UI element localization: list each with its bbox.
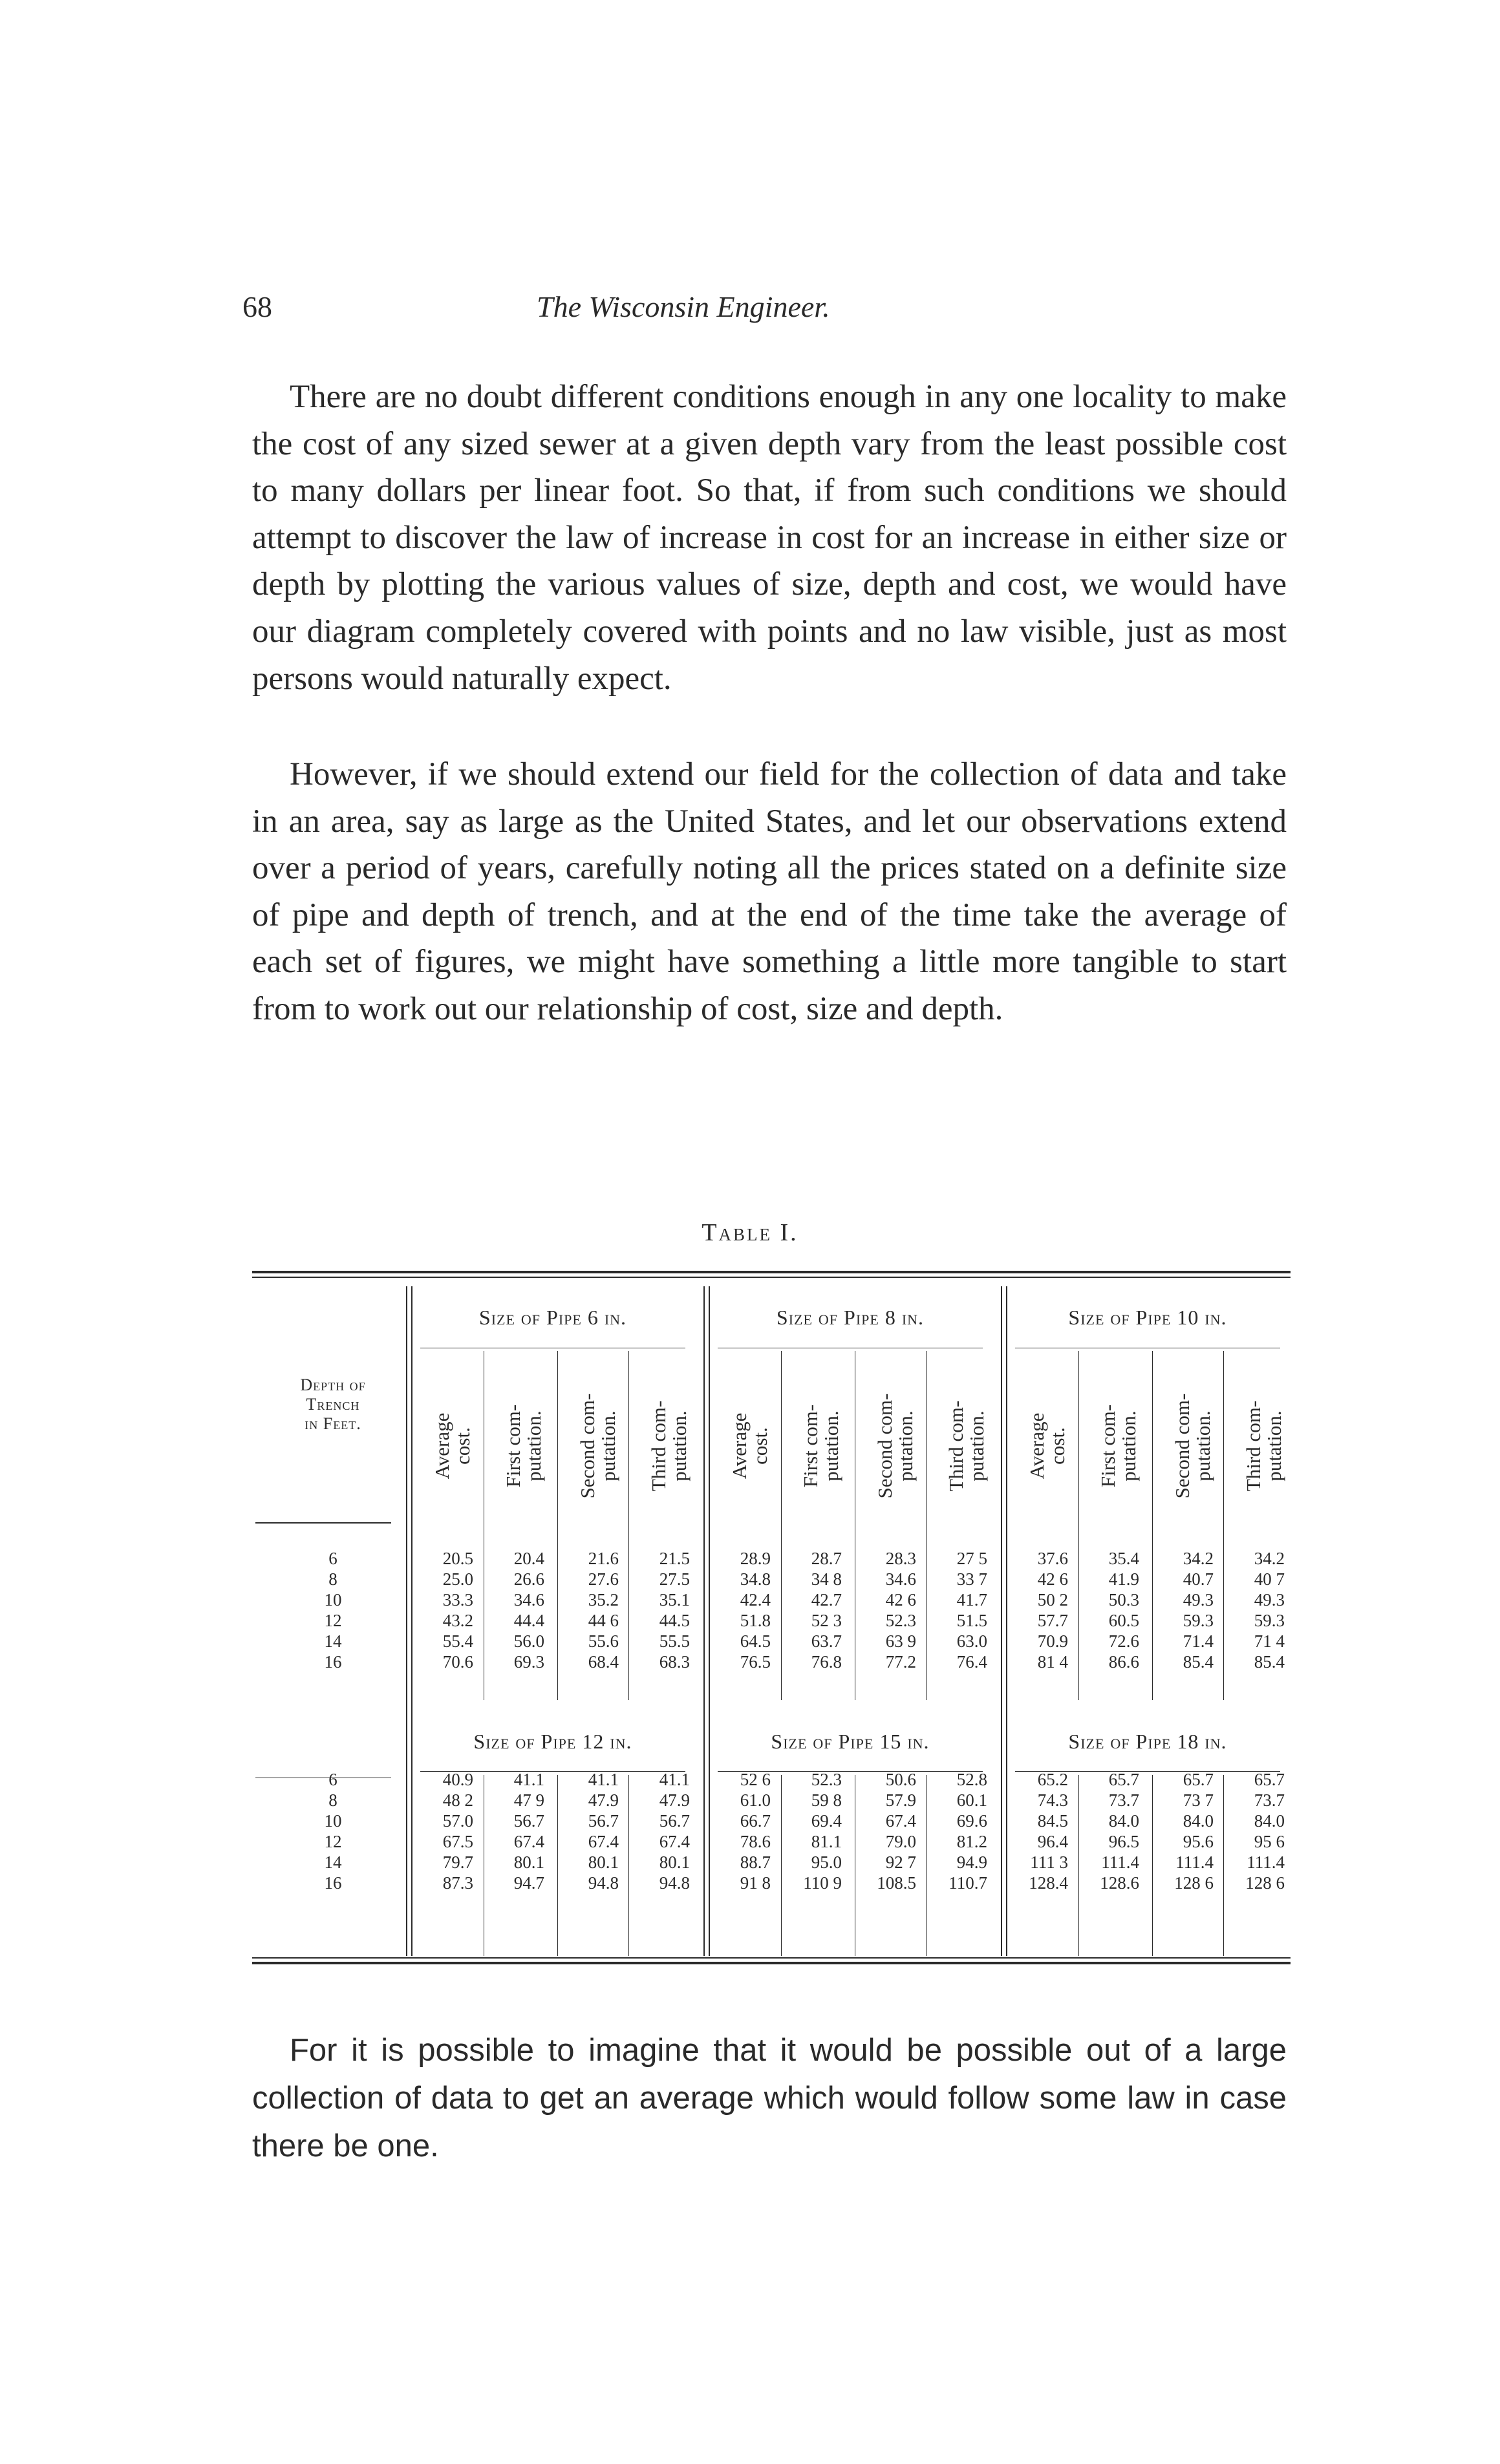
column-header-line: putation. xyxy=(597,1410,619,1482)
pipe-size-header: Size of Pipe 6 in. xyxy=(478,1306,627,1329)
depth-value: 10 xyxy=(324,1590,342,1609)
depth-header-line: Trench xyxy=(306,1395,360,1414)
table-cell: 96.4 xyxy=(1037,1832,1068,1851)
table-vertical-rule xyxy=(1001,1286,1002,1956)
table-cell: 84.0 xyxy=(1183,1811,1214,1831)
pipe-size-header: Size of Pipe 18 in. xyxy=(1068,1730,1227,1753)
table-cell: 76.5 xyxy=(740,1652,771,1672)
column-header-line: Average xyxy=(431,1412,453,1480)
table-cell: 80.1 xyxy=(588,1853,619,1872)
table-cell: 67.4 xyxy=(885,1811,916,1831)
table-cell: 44 6 xyxy=(588,1611,619,1630)
table-bottom-rule xyxy=(252,1962,1291,1964)
table-cell: 67.4 xyxy=(588,1832,619,1851)
table-cell: 73.7 xyxy=(1254,1790,1285,1810)
pipe-size-header: Size of Pipe 10 in. xyxy=(1068,1306,1227,1329)
table-cell: 43.2 xyxy=(442,1611,473,1630)
table-cell: 67.4 xyxy=(513,1832,544,1851)
page-number: 68 xyxy=(242,290,272,323)
table-cell: 41.1 xyxy=(513,1770,544,1789)
table-cell: 110.7 xyxy=(948,1873,987,1893)
table-cell: 95 6 xyxy=(1254,1832,1285,1851)
table-cell: 76.8 xyxy=(811,1652,842,1672)
table-cell: 72.6 xyxy=(1108,1631,1139,1651)
table-cell: 59.3 xyxy=(1254,1611,1285,1630)
table-cell: 95.0 xyxy=(811,1853,842,1872)
table-cell: 34.2 xyxy=(1183,1549,1214,1568)
table-cell: 84.0 xyxy=(1108,1811,1139,1831)
table-cell: 52.8 xyxy=(956,1770,987,1789)
table-cell: 94.8 xyxy=(659,1873,690,1893)
table-cell: 94.7 xyxy=(513,1873,544,1893)
table-cell: 84.5 xyxy=(1037,1811,1068,1831)
table-cell: 20.4 xyxy=(513,1549,544,1568)
depth-value: 16 xyxy=(324,1652,342,1672)
table-cell: 69.6 xyxy=(956,1811,987,1831)
column-header-second-computation xyxy=(577,1368,619,1524)
table-cell: 34 8 xyxy=(811,1569,842,1589)
column-header-second-computation xyxy=(1172,1368,1214,1524)
table-cell: 51.5 xyxy=(956,1611,987,1630)
table-cell: 64.5 xyxy=(740,1631,771,1651)
table-cell: 80.1 xyxy=(659,1853,690,1872)
column-header-line: Third com- xyxy=(647,1400,670,1492)
pipe-size-header: Size of Pipe 15 in. xyxy=(771,1730,930,1753)
table-cell: 73.7 xyxy=(1108,1790,1139,1810)
table-vertical-rule xyxy=(703,1286,705,1956)
table-cell: 27.5 xyxy=(659,1569,690,1589)
table-cell: 79.0 xyxy=(885,1832,916,1851)
column-header-third-computation xyxy=(648,1368,690,1524)
column-header-average-cost xyxy=(1027,1368,1068,1524)
depth-value: 8 xyxy=(328,1569,338,1589)
table-cell: 84.0 xyxy=(1254,1811,1285,1831)
table-cell: 108.5 xyxy=(877,1873,916,1893)
depth-value: 6 xyxy=(328,1770,338,1789)
column-header-first-computation xyxy=(503,1368,544,1524)
column-header-line: putation. xyxy=(1117,1410,1140,1482)
column-header-line: putation. xyxy=(668,1410,691,1482)
table-cell: 33.3 xyxy=(442,1590,473,1609)
table-cell: 44.5 xyxy=(659,1611,690,1630)
table-cell: 81 4 xyxy=(1037,1652,1068,1672)
depth-header-line: Depth of xyxy=(300,1375,366,1394)
table-cell: 42 6 xyxy=(885,1590,916,1609)
table-cell: 94.8 xyxy=(588,1873,619,1893)
column-header-line: putation. xyxy=(820,1410,842,1482)
table-cell: 81.2 xyxy=(956,1832,987,1851)
table-cell: 57.9 xyxy=(885,1790,916,1810)
table-cell: 52.3 xyxy=(885,1611,916,1630)
table-top-rule-thin xyxy=(252,1277,1291,1278)
table-cell: 60.5 xyxy=(1108,1611,1139,1630)
table-cell: 56.7 xyxy=(659,1811,690,1831)
paragraph-2: However, if we should extend our field for the collection of data and take in an area, say as large as the United States, and let our observations extend over a period of years, carefully noting all the prices stated on a definite size of pipe and depth of trench, and at the end of the time take the average of each set of figures, we might have something a little more tangible to start from to work out our relationship of cost, size and depth. xyxy=(252,756,1287,1027)
table-cell: 40 7 xyxy=(1254,1569,1285,1589)
table-cell: 63 9 xyxy=(885,1631,916,1651)
table-cell: 95.6 xyxy=(1183,1832,1214,1851)
table-cell: 56.7 xyxy=(588,1811,619,1831)
table-cell: 59.3 xyxy=(1183,1611,1214,1630)
table-cell: 63.0 xyxy=(956,1631,987,1651)
table-cell: 49.3 xyxy=(1183,1590,1214,1609)
table-cell: 41.7 xyxy=(956,1590,987,1609)
table-cell: 59 8 xyxy=(811,1790,842,1810)
table-cell: 55.4 xyxy=(442,1631,473,1651)
table-cell: 55.6 xyxy=(588,1631,619,1651)
table-cell: 28.3 xyxy=(885,1549,916,1568)
table-cell: 49.3 xyxy=(1254,1590,1285,1609)
pipe-size-header: Size of Pipe 12 in. xyxy=(473,1730,632,1753)
table-cell: 26.6 xyxy=(513,1569,544,1589)
table-cell: 55.5 xyxy=(659,1631,690,1651)
depth-header-rule xyxy=(255,1522,391,1524)
table-cell: 50.3 xyxy=(1108,1590,1139,1609)
table-cell: 70.9 xyxy=(1037,1631,1068,1651)
table-cell: 74.3 xyxy=(1037,1790,1068,1810)
table-cell: 52 3 xyxy=(811,1611,842,1630)
paragraph-3: For it is possible to imagine that it would be possible out of a large collection of data to get an average which would follow some law in case there be one. xyxy=(252,2033,1287,2163)
column-header-line: Second com- xyxy=(1171,1393,1194,1499)
table-cell: 27 5 xyxy=(956,1549,987,1568)
column-header-line: cost. xyxy=(749,1427,771,1465)
page-header xyxy=(242,283,1290,335)
table-cell: 86.6 xyxy=(1108,1652,1139,1672)
table-cell: 35.1 xyxy=(659,1590,690,1609)
depth-value: 12 xyxy=(324,1611,342,1630)
table-cell: 52 6 xyxy=(740,1770,771,1789)
depth-value: 8 xyxy=(328,1790,338,1810)
table-cell: 65.7 xyxy=(1254,1770,1285,1789)
table-cell: 21.5 xyxy=(659,1549,690,1568)
depth-value: 16 xyxy=(324,1873,342,1893)
depth-column-header xyxy=(259,1375,407,1434)
table-cell: 34.2 xyxy=(1254,1549,1285,1568)
table-cell: 79.7 xyxy=(442,1853,473,1872)
column-header-line: Third com- xyxy=(1242,1400,1265,1492)
table-cell: 35.2 xyxy=(588,1590,619,1609)
table-cell: 47.9 xyxy=(659,1790,690,1810)
table-cell: 65.7 xyxy=(1108,1770,1139,1789)
table-cell: 128 6 xyxy=(1174,1873,1214,1893)
table-cell: 85.4 xyxy=(1183,1652,1214,1672)
column-header-line: Third com- xyxy=(945,1400,967,1492)
running-title: The Wisconsin Engineer. xyxy=(537,290,830,323)
table-cell: 35.4 xyxy=(1108,1549,1139,1568)
table-cell: 47 9 xyxy=(513,1790,544,1810)
table-cell: 57.7 xyxy=(1037,1611,1068,1630)
table-cell: 60.1 xyxy=(956,1790,987,1810)
table-vertical-rule xyxy=(406,1286,407,1956)
table-cell: 44.4 xyxy=(513,1611,544,1630)
table-cell: 66.7 xyxy=(740,1811,771,1831)
table-cell: 63.7 xyxy=(811,1631,842,1651)
table-cell: 48 2 xyxy=(442,1790,473,1810)
table-cell: 73 7 xyxy=(1183,1790,1214,1810)
table-cell: 111.4 xyxy=(1175,1853,1214,1872)
column-header-line: putation. xyxy=(965,1410,988,1482)
table-cell: 57.0 xyxy=(442,1811,473,1831)
column-header-average-cost xyxy=(729,1368,771,1524)
depth-value: 14 xyxy=(324,1631,342,1651)
table-cell: 81.1 xyxy=(811,1832,842,1851)
table-cell: 80.1 xyxy=(513,1853,544,1872)
table-cell: 67.4 xyxy=(659,1832,690,1851)
table-cell: 34.8 xyxy=(740,1569,771,1589)
column-header-third-computation xyxy=(1243,1368,1285,1524)
table-cell: 68.4 xyxy=(588,1652,619,1672)
column-header-line: Second com- xyxy=(576,1393,599,1499)
table-cell: 128.4 xyxy=(1029,1873,1068,1893)
table-cell: 50.6 xyxy=(885,1770,916,1789)
column-header-line: First com- xyxy=(1097,1404,1119,1488)
table-cell: 87.3 xyxy=(442,1873,473,1893)
column-header-line: putation. xyxy=(1263,1410,1285,1482)
table-cell: 42 6 xyxy=(1037,1569,1068,1589)
table-cell: 78.6 xyxy=(740,1832,771,1851)
table-cell: 71 4 xyxy=(1254,1631,1285,1651)
table-cell: 65.2 xyxy=(1037,1770,1068,1789)
table-cell: 25.0 xyxy=(442,1569,473,1589)
table-cell: 52.3 xyxy=(811,1770,842,1789)
table-cell: 91 8 xyxy=(740,1873,771,1893)
table-cell: 28.9 xyxy=(740,1549,771,1568)
table-cell: 61.0 xyxy=(740,1790,771,1810)
column-header-line: putation. xyxy=(894,1410,917,1482)
table-bottom-rule-thin xyxy=(252,1957,1291,1959)
table-cell: 77.2 xyxy=(885,1652,916,1672)
table-cell: 67.5 xyxy=(442,1832,473,1851)
table-cell: 41.1 xyxy=(659,1770,690,1789)
table-cell: 111.4 xyxy=(1101,1853,1139,1872)
depth-value: 14 xyxy=(324,1853,342,1872)
pipe-size-header: Size of Pipe 8 in. xyxy=(776,1306,925,1329)
depth-value: 10 xyxy=(324,1811,342,1831)
table-cell: 69.3 xyxy=(513,1652,544,1672)
table-cell: 50 2 xyxy=(1037,1590,1068,1609)
column-header-line: putation. xyxy=(522,1410,545,1482)
table-cell: 96.5 xyxy=(1108,1832,1139,1851)
column-header-first-computation xyxy=(800,1368,842,1524)
table-cell: 34.6 xyxy=(513,1590,544,1609)
column-header-second-computation xyxy=(875,1368,916,1524)
table-cell: 65.7 xyxy=(1183,1770,1214,1789)
table-top-rule xyxy=(252,1271,1291,1273)
table-cell: 40.7 xyxy=(1183,1569,1214,1589)
table-cell: 68.3 xyxy=(659,1652,690,1672)
table-cell: 20.5 xyxy=(442,1549,473,1568)
column-header-line: putation. xyxy=(1192,1410,1214,1482)
depth-value: 12 xyxy=(324,1832,342,1851)
table-cell: 41.1 xyxy=(588,1770,619,1789)
depth-header-line: in Feet. xyxy=(305,1414,361,1433)
table-cell: 110 9 xyxy=(803,1873,842,1893)
column-header-first-computation xyxy=(1098,1368,1139,1524)
table-cell: 41.9 xyxy=(1108,1569,1139,1589)
column-header-line: Average xyxy=(728,1412,751,1480)
paragraph-1: There are no doubt different conditions enough in any one locality to make the cost of any sized sewer at a given depth vary from the least possible cost to many dollars per linear foot. So that, if from such conditions we should attempt to discover the law of increase in cost for an increase in either size or depth by plotting the various values of size, depth and cost, we would have our diagram completely covered with points and no law visible, just as most persons would naturally expect. xyxy=(252,379,1287,697)
column-header-line: First com- xyxy=(799,1404,822,1488)
table-cell: 128 6 xyxy=(1245,1873,1285,1893)
table-title: Table I. xyxy=(702,1219,798,1246)
depth-value: 6 xyxy=(328,1549,338,1568)
table-cell: 85.4 xyxy=(1254,1652,1285,1672)
table-cell: 56.0 xyxy=(513,1631,544,1651)
table-cell: 37.6 xyxy=(1037,1549,1068,1568)
table-cell: 34.6 xyxy=(885,1569,916,1589)
table-cell: 40.9 xyxy=(442,1770,473,1789)
table-cell: 69.4 xyxy=(811,1811,842,1831)
table-cell: 94.9 xyxy=(956,1853,987,1872)
column-header-line: Average xyxy=(1025,1412,1048,1480)
table-cell: 33 7 xyxy=(956,1569,987,1589)
table-cell: 42.4 xyxy=(740,1590,771,1609)
column-header-line: cost. xyxy=(1046,1427,1069,1465)
table-cell: 71.4 xyxy=(1183,1631,1214,1651)
column-header-average-cost xyxy=(432,1368,473,1524)
table-cell: 51.8 xyxy=(740,1611,771,1630)
table-cell: 56.7 xyxy=(513,1811,544,1831)
table-cell: 28.7 xyxy=(811,1549,842,1568)
table-cell: 70.6 xyxy=(442,1652,473,1672)
table-cell: 88.7 xyxy=(740,1853,771,1872)
table-cell: 21.6 xyxy=(588,1549,619,1568)
column-header-line: First com- xyxy=(502,1404,524,1488)
table-cell: 47.9 xyxy=(588,1790,619,1810)
table-cell: 111 3 xyxy=(1030,1853,1068,1872)
column-header-third-computation xyxy=(946,1368,987,1524)
table-cell: 42.7 xyxy=(811,1590,842,1609)
table-cell: 111.4 xyxy=(1247,1853,1285,1872)
column-header-line: cost. xyxy=(451,1427,474,1465)
column-header-line: Second com- xyxy=(873,1393,896,1499)
table-cell: 27.6 xyxy=(588,1569,619,1589)
table-cell: 128.6 xyxy=(1100,1873,1139,1893)
table-cell: 76.4 xyxy=(956,1652,987,1672)
table-cell: 92 7 xyxy=(885,1853,916,1872)
